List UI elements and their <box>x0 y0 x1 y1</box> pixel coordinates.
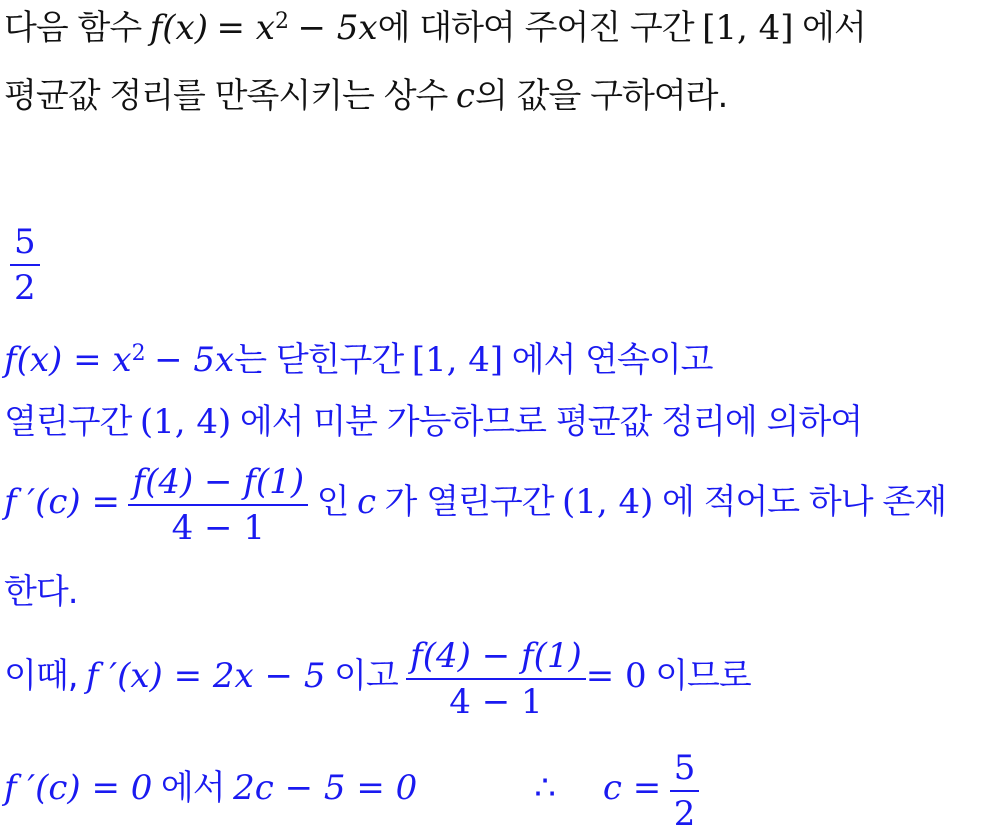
solution-text: 이고 <box>333 655 398 696</box>
question-text: 평균값 정리를 만족시키는 상수 <box>4 76 448 116</box>
derivative-expression: f ′(x) = 2x − 5 <box>86 655 326 696</box>
solution-line-3 <box>4 462 946 548</box>
solution-text: 에서 연속이고 <box>511 340 713 380</box>
solution-text: 이므로 <box>655 655 751 696</box>
open-interval: (1, 4) <box>139 402 232 442</box>
solution-text: 에서 <box>160 767 225 808</box>
mean-value-fraction <box>406 636 586 722</box>
solution-text: 에서 미분 가능하므로 평균값 정리에 의하여 <box>239 402 863 442</box>
function-rest: − 5x <box>154 340 235 380</box>
function-expression: f(x) = x <box>4 340 132 380</box>
solution-line-6 <box>4 748 699 834</box>
fraction-denominator: 2 <box>14 268 36 308</box>
exponent: 2 <box>274 9 289 34</box>
answer-value <box>10 222 40 308</box>
question-text: 에서 <box>802 8 866 48</box>
interval: [1, 4] <box>702 8 794 48</box>
solution-line-1 <box>4 340 713 381</box>
solution-text: 인 <box>316 481 349 522</box>
function-expression: f(x) <box>149 8 208 48</box>
question-text: 에 대하여 주어진 구간 <box>377 8 694 48</box>
closed-interval: [1, 4] <box>411 340 504 380</box>
final-expression: c = <box>602 767 662 808</box>
question-text: 의 값을 구하여라. <box>474 76 728 116</box>
solution-text: 한다. <box>4 572 78 612</box>
solution-line-5 <box>4 636 751 722</box>
answer-fraction <box>10 222 40 308</box>
solution-text: 가 열린구간 <box>384 481 554 522</box>
fraction-numerator: f(4) − f(1) <box>406 636 586 680</box>
open-interval: (1, 4) <box>562 481 654 522</box>
solution-line-4 <box>4 572 78 613</box>
fraction-numerator: f(4) − f(1) <box>128 462 308 506</box>
derivative-expression: f ′(c) = 0 <box>4 767 153 808</box>
solution-text: 는 닫힌구간 <box>234 340 404 380</box>
solution-line-2 <box>4 402 862 443</box>
fraction-numerator: 5 <box>10 222 40 266</box>
fraction-denominator: 4 − 1 <box>449 682 543 722</box>
variable-c: c <box>356 481 376 522</box>
equation: 2c − 5 = 0 <box>233 767 418 808</box>
fraction-denominator: 4 − 1 <box>171 508 265 548</box>
solution-text: 이때, <box>4 655 78 696</box>
final-fraction <box>670 748 700 834</box>
fraction-denominator: 2 <box>673 794 696 834</box>
mean-value-fraction <box>128 462 308 548</box>
question-line-2 <box>4 76 727 117</box>
equals-zero: = 0 <box>585 655 647 696</box>
question-line-1 <box>4 8 866 49</box>
variable-c: c <box>455 76 475 116</box>
function-rest: − 5x <box>297 8 378 48</box>
function-body: = x <box>216 8 275 48</box>
therefore-symbol: ∴ <box>534 767 556 808</box>
fraction-numerator: 5 <box>670 748 700 792</box>
solution-text: 에 적어도 하나 존재 <box>661 481 947 522</box>
derivative-expression: f ′(c) = <box>4 481 120 522</box>
exponent: 2 <box>131 341 146 366</box>
question-text: 다음 함수 <box>4 8 142 48</box>
solution-text: 열린구간 <box>4 402 132 442</box>
